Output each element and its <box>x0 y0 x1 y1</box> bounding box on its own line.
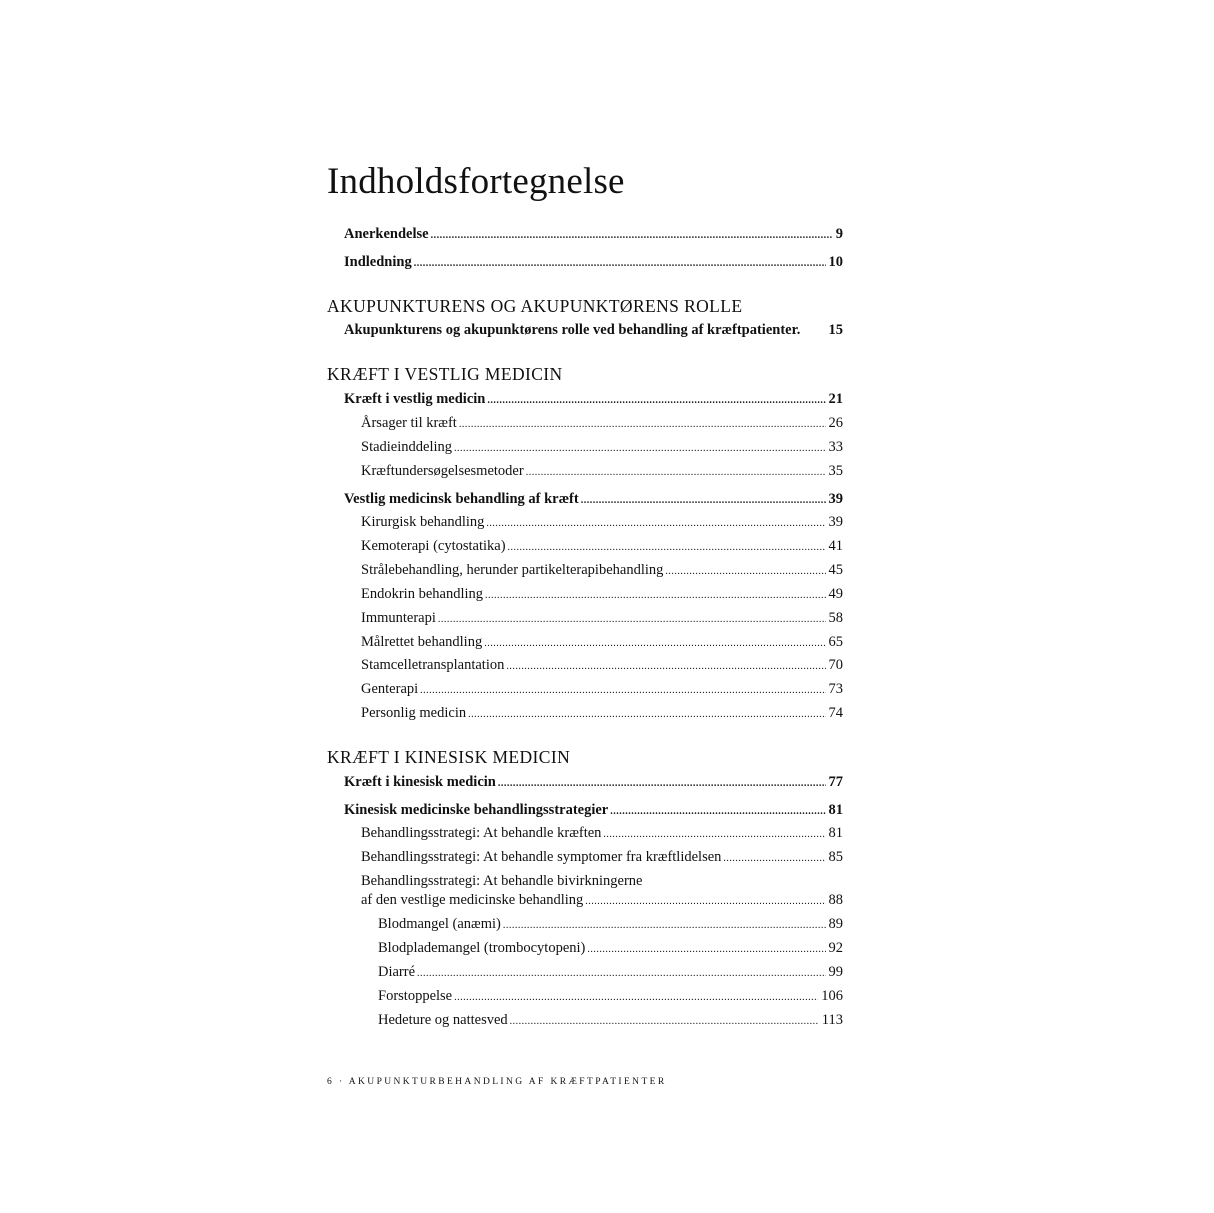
toc-page-number: 81 <box>828 802 843 818</box>
toc-entry-kinesisk-strategier[interactable] <box>344 800 843 820</box>
leader-dots <box>503 916 826 936</box>
toc-entry-personlig[interactable] <box>361 703 843 723</box>
footer-separator: · <box>338 1077 345 1087</box>
toc-entry-label: Akupunkturens og akupunktørens rolle ved behandling af kræftpatienter. <box>344 322 801 338</box>
toc-entry-rolle[interactable] <box>344 320 843 340</box>
leader-dots <box>510 1012 819 1032</box>
toc-entry-label: Kemoterapi (cytostatika) <box>361 538 506 554</box>
toc-entry-genterapi[interactable] <box>361 679 843 699</box>
toc-entry-label: af den vestlige medicinske behandling <box>361 892 584 908</box>
toc-entry-straalebehandling[interactable] <box>361 560 843 580</box>
toc-entry-kirurgisk[interactable] <box>361 512 843 532</box>
leader-dots <box>468 705 825 725</box>
toc-entry-blodmangel[interactable] <box>378 914 843 934</box>
leader-dots <box>498 774 826 794</box>
leader-dots <box>585 892 825 912</box>
toc-page-number: 65 <box>828 634 843 650</box>
section-heading-vestlig: KRÆFT I VESTLIG MEDICIN <box>327 364 563 384</box>
toc-entry-stamcelle[interactable] <box>361 655 843 675</box>
toc-page-number: 49 <box>828 586 843 602</box>
toc-page-number: 89 <box>828 916 843 932</box>
toc-page-number: 77 <box>828 774 843 790</box>
leader-dots <box>587 940 825 960</box>
leader-dots <box>526 463 826 483</box>
toc-entry-label: Kræft i vestlig medicin <box>344 391 486 407</box>
page-title: Indholdsfortegnelse <box>327 161 625 202</box>
leader-dots <box>581 491 826 511</box>
leader-dots <box>508 538 826 558</box>
toc-entry-label: Blodmangel (anæmi) <box>378 916 501 932</box>
leader-dots <box>603 825 825 845</box>
toc-entry-label: Stadieinddeling <box>361 439 453 455</box>
leader-dots <box>665 562 825 582</box>
toc-entry-strategi-bivirkninger[interactable] <box>361 890 843 910</box>
toc-entry-label: Endokrin behandling <box>361 586 484 602</box>
toc-page-number: 35 <box>828 463 843 479</box>
leader-dots <box>486 514 825 534</box>
toc-entry-label: Hedeture og nattesved <box>378 1012 508 1028</box>
toc-entry-label: Personlig medicin <box>361 705 467 721</box>
leader-dots <box>454 988 818 1008</box>
toc-page-number: 106 <box>821 988 843 1004</box>
toc-entry-label: Målrettet behandling <box>361 634 483 650</box>
toc-page-number: 9 <box>835 226 843 242</box>
toc-entry-strategi-symptomer[interactable] <box>361 847 843 867</box>
toc-entry-undersoegelse[interactable] <box>361 461 843 481</box>
leader-dots <box>414 254 826 274</box>
toc-entry-label: Vestlig medicinsk behandling af kræft <box>344 491 579 507</box>
toc-entry-aarsager[interactable] <box>361 413 843 433</box>
toc-page-number: 33 <box>828 439 843 455</box>
toc-entry-label: Stamcelletransplantation <box>361 657 505 673</box>
toc-entry-label: Årsager til kræft <box>361 415 457 431</box>
leader-dots <box>484 634 825 654</box>
toc-entry-label: Genterapi <box>361 681 419 697</box>
toc-entry-diarre[interactable] <box>378 962 843 982</box>
toc-page-number: 113 <box>821 1012 843 1028</box>
leader-dots <box>420 681 825 701</box>
toc-page-number: 10 <box>828 254 843 270</box>
toc-entry-strategi-bivirkninger-line1[interactable]: Behandlingsstrategi: At behandle bivirkningerne <box>361 873 643 889</box>
toc-entry-vestlig-behandling[interactable] <box>344 489 843 509</box>
page-footer <box>327 1077 667 1087</box>
toc-entry-label: Strålebehandling, herunder partikelterapibehandling <box>361 562 664 578</box>
toc-entry-label: Behandlingsstrategi: At behandle symptomer fra kræftlidelsen <box>361 849 722 865</box>
toc-entry-indledning[interactable] <box>344 252 843 272</box>
toc-entry-stadieinddeling[interactable] <box>361 437 843 457</box>
toc-entry-label: Kræftundersøgelsesmetoder <box>361 463 524 479</box>
toc-entry-label: Immunterapi <box>361 610 436 626</box>
toc-entry-label: Kinesisk medicinske behandlingsstrategier <box>344 802 609 818</box>
toc-entry-label: Kræft i kinesisk medicin <box>344 774 496 790</box>
toc-page-number: 15 <box>828 322 843 338</box>
toc-page-number: 41 <box>828 538 843 554</box>
toc-entry-endokrin[interactable] <box>361 584 843 604</box>
toc-page-number: 39 <box>828 514 843 530</box>
leader-dots <box>506 657 825 677</box>
toc-page-number: 39 <box>828 491 843 507</box>
toc-entry-maalrettet[interactable] <box>361 632 843 652</box>
footer-book-title: AKUPUNKTURBEHANDLING AF KRÆFTPATIENTER <box>348 1077 667 1087</box>
toc-page-number: 88 <box>828 892 843 908</box>
toc-entry-blodplademangel[interactable] <box>378 938 843 958</box>
toc-page-number: 58 <box>828 610 843 626</box>
toc-entry-kraeft-kinesisk[interactable] <box>344 772 843 792</box>
section-heading-kinesisk: KRÆFT I KINESISK MEDICIN <box>327 747 571 767</box>
toc-page-number: 70 <box>828 657 843 673</box>
toc-page-number: 45 <box>828 562 843 578</box>
toc-entry-label: Indledning <box>344 254 412 270</box>
toc-entry-label: Diarré <box>378 964 416 980</box>
toc-page-number: 99 <box>828 964 843 980</box>
toc-page-number: 21 <box>828 391 843 407</box>
leader-dots <box>723 849 825 869</box>
toc-page-number: 85 <box>828 849 843 865</box>
toc-page-number: 92 <box>828 940 843 956</box>
toc-entry-strategi-kraeften[interactable] <box>361 823 843 843</box>
leader-dots <box>487 391 825 411</box>
toc-entry-kemoterapi[interactable] <box>361 536 843 556</box>
leader-dots <box>431 226 833 246</box>
leader-dots <box>454 439 825 459</box>
section-heading-akupunktur: AKUPUNKTURENS OG AKUPUNKTØRENS ROLLE <box>327 296 743 316</box>
footer-page-number: 6 <box>327 1077 335 1087</box>
leader-dots <box>610 802 825 822</box>
leader-dots <box>485 586 825 606</box>
toc-entry-label: Forstoppelse <box>378 988 453 1004</box>
toc-entry-label: Kirurgisk behandling <box>361 514 485 530</box>
toc-entry-anerkendelse[interactable] <box>344 224 843 244</box>
leader-dots <box>459 415 826 435</box>
toc-entry-forstoppelse[interactable] <box>378 986 843 1006</box>
toc-entry-label: Behandlingsstrategi: At behandle kræften <box>361 825 602 841</box>
toc-entry-hedeture[interactable] <box>378 1010 843 1030</box>
toc-entry-label: Blodplademangel (trombocytopeni) <box>378 940 586 956</box>
toc-page-number: 74 <box>828 705 843 721</box>
toc-page-number: 26 <box>828 415 843 431</box>
toc-page-number: 81 <box>828 825 843 841</box>
toc-entry-kraeft-vestlig[interactable] <box>344 389 843 409</box>
leader-dots <box>438 610 826 630</box>
toc-entry-label: Anerkendelse <box>344 226 429 242</box>
toc-entry-immunterapi[interactable] <box>361 608 843 628</box>
toc-page-number: 73 <box>828 681 843 697</box>
leader-dots <box>417 964 825 984</box>
